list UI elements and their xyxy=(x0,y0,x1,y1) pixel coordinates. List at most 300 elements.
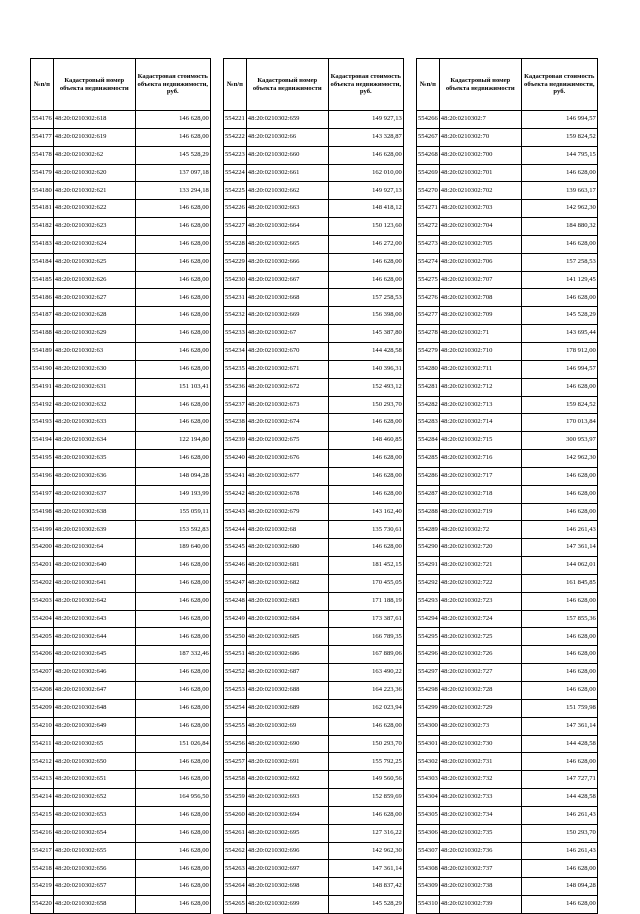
cadastral-value: 146 628,00 xyxy=(135,128,210,146)
cadastral-number: 48:20:0210302:697 xyxy=(246,860,328,878)
cadastral-value: 127 316,22 xyxy=(328,824,403,842)
cadastral-number: 48:20:0210302:677 xyxy=(246,467,328,485)
cadastral-number: 48:20:0210302:713 xyxy=(439,396,521,414)
cadastral-value: 150 293,70 xyxy=(521,824,597,842)
table-row xyxy=(417,574,598,592)
cadastral-value: 142 962,30 xyxy=(328,842,403,860)
table-row xyxy=(224,753,404,771)
cadastral-number: 48:20:0210302:657 xyxy=(53,878,135,896)
cadastral-number: 48:20:0210302:690 xyxy=(246,735,328,753)
cadastral-number: 48:20:0210302:679 xyxy=(246,503,328,521)
cadastral-number: 48:20:0210302:691 xyxy=(246,753,328,771)
table-row xyxy=(417,878,598,896)
row-number: 554196 xyxy=(31,467,54,485)
row-number: 554299 xyxy=(417,699,440,717)
row-number: 554240 xyxy=(224,450,247,468)
row-number: 554207 xyxy=(31,664,54,682)
row-number: 554282 xyxy=(417,396,440,414)
cadastral-number: 48:20:0210302:718 xyxy=(439,485,521,503)
row-number: 554193 xyxy=(31,414,54,432)
row-number: 554236 xyxy=(224,378,247,396)
cadastral-number: 48:20:0210302:627 xyxy=(53,289,135,307)
row-number: 554275 xyxy=(417,271,440,289)
table-row xyxy=(417,485,598,503)
table-row xyxy=(224,860,404,878)
table-row xyxy=(224,289,404,307)
cadastral-number: 48:20:0210302:618 xyxy=(53,111,135,129)
row-number: 554233 xyxy=(224,325,247,343)
cadastral-number: 48:20:0210302:689 xyxy=(246,699,328,717)
cadastral-value: 146 628,00 xyxy=(135,342,210,360)
cadastral-number: 48:20:0210302:716 xyxy=(439,450,521,468)
cadastral-number: 48:20:0210302:687 xyxy=(246,664,328,682)
table-row xyxy=(224,628,404,646)
cadastral-number: 48:20:0210302:632 xyxy=(53,396,135,414)
row-number: 554260 xyxy=(224,806,247,824)
row-number: 554211 xyxy=(31,735,54,753)
table-row xyxy=(417,128,598,146)
cadastral-value: 187 332,46 xyxy=(135,646,210,664)
table-row xyxy=(417,699,598,717)
row-number: 554228 xyxy=(224,235,247,253)
header-cadastral-number: Кадастровый номер объекта недвижимости xyxy=(246,59,328,111)
cadastral-value: 146 628,00 xyxy=(521,592,597,610)
cadastral-value: 146 628,00 xyxy=(135,610,210,628)
row-number: 554234 xyxy=(224,342,247,360)
row-number: 554243 xyxy=(224,503,247,521)
row-number: 554253 xyxy=(224,682,247,700)
table-row xyxy=(224,842,404,860)
cadastral-number: 48:20:0210302:723 xyxy=(439,592,521,610)
cadastral-value: 146 628,00 xyxy=(135,842,210,860)
cadastral-value: 146 261,43 xyxy=(521,521,597,539)
row-number: 554286 xyxy=(417,467,440,485)
cadastral-number: 48:20:0210302:667 xyxy=(246,271,328,289)
table-row xyxy=(31,307,211,325)
table-row xyxy=(224,235,404,253)
row-number: 554279 xyxy=(417,342,440,360)
row-number: 554261 xyxy=(224,824,247,842)
cadastral-value: 146 628,00 xyxy=(521,378,597,396)
cadastral-value: 142 962,30 xyxy=(521,200,597,218)
cadastral-number: 48:20:0210302:64 xyxy=(53,539,135,557)
row-number: 554268 xyxy=(417,146,440,164)
row-number: 554300 xyxy=(417,717,440,735)
cadastral-value: 150 123,60 xyxy=(328,218,403,236)
table-row xyxy=(224,485,404,503)
table-row xyxy=(224,146,404,164)
row-number: 554184 xyxy=(31,253,54,271)
cadastral-number: 48:20:0210302:692 xyxy=(246,771,328,789)
row-number: 554306 xyxy=(417,824,440,842)
cadastral-number: 48:20:0210302:656 xyxy=(53,860,135,878)
cadastral-number: 48:20:0210302:638 xyxy=(53,503,135,521)
cadastral-value: 146 628,00 xyxy=(521,467,597,485)
table-row xyxy=(224,307,404,325)
row-number: 554290 xyxy=(417,539,440,557)
table-row xyxy=(224,396,404,414)
cadastral-value: 146 628,00 xyxy=(135,111,210,129)
table-row xyxy=(224,503,404,521)
cadastral-value: 133 294,18 xyxy=(135,182,210,200)
cadastral-value: 149 927,13 xyxy=(328,182,403,200)
row-number: 554218 xyxy=(31,860,54,878)
cadastral-value: 151 026,84 xyxy=(135,735,210,753)
cadastral-value: 146 628,00 xyxy=(521,485,597,503)
cadastral-value: 146 628,00 xyxy=(135,289,210,307)
cadastral-number: 48:20:0210302:621 xyxy=(53,182,135,200)
cadastral-number: 48:20:0210302:625 xyxy=(53,253,135,271)
cadastral-value: 146 628,00 xyxy=(135,860,210,878)
table-row xyxy=(224,450,404,468)
cadastral-value: 146 628,00 xyxy=(328,271,403,289)
row-number: 554249 xyxy=(224,610,247,628)
row-number: 554287 xyxy=(417,485,440,503)
cadastral-number: 48:20:0210302:635 xyxy=(53,450,135,468)
table-row xyxy=(31,289,211,307)
row-number: 554280 xyxy=(417,360,440,378)
cadastral-value: 151 759,98 xyxy=(521,699,597,717)
cadastral-number: 48:20:0210302:658 xyxy=(53,896,135,914)
header-number: №п/п xyxy=(224,59,247,111)
cadastral-table-2 xyxy=(223,58,404,914)
cadastral-value: 146 628,00 xyxy=(135,557,210,575)
row-number: 554237 xyxy=(224,396,247,414)
row-number: 554221 xyxy=(224,111,247,129)
row-number: 554263 xyxy=(224,860,247,878)
header-row xyxy=(417,59,598,111)
table-row xyxy=(224,432,404,450)
row-number: 554252 xyxy=(224,664,247,682)
table-row xyxy=(224,699,404,717)
table-row xyxy=(31,878,211,896)
table-row xyxy=(31,664,211,682)
table-row xyxy=(31,824,211,842)
cadastral-value: 164 956,50 xyxy=(135,789,210,807)
table-row xyxy=(31,842,211,860)
cadastral-value: 143 162,40 xyxy=(328,503,403,521)
cadastral-number: 48:20:0210302:675 xyxy=(246,432,328,450)
table-row xyxy=(224,771,404,789)
cadastral-value: 161 845,85 xyxy=(521,574,597,592)
row-number: 554283 xyxy=(417,414,440,432)
cadastral-value: 146 628,00 xyxy=(135,878,210,896)
cadastral-value: 146 628,00 xyxy=(135,307,210,325)
row-number: 554235 xyxy=(224,360,247,378)
cadastral-number: 48:20:0210302:738 xyxy=(439,878,521,896)
cadastral-value: 148 460,85 xyxy=(328,432,403,450)
cadastral-number: 48:20:0210302:666 xyxy=(246,253,328,271)
cadastral-number: 48:20:0210302:685 xyxy=(246,628,328,646)
cadastral-number: 48:20:0210302:699 xyxy=(246,896,328,914)
cadastral-value: 145 528,29 xyxy=(521,307,597,325)
row-number: 554201 xyxy=(31,557,54,575)
table-row xyxy=(31,860,211,878)
row-number: 554217 xyxy=(31,842,54,860)
table-row xyxy=(31,682,211,700)
row-number: 554262 xyxy=(224,842,247,860)
cadastral-number: 48:20:0210302:619 xyxy=(53,128,135,146)
cadastral-number: 48:20:0210302:717 xyxy=(439,467,521,485)
row-number: 554251 xyxy=(224,646,247,664)
table-row xyxy=(31,450,211,468)
cadastral-number: 48:20:0210302:653 xyxy=(53,806,135,824)
cadastral-number: 48:20:0210302:654 xyxy=(53,824,135,842)
cadastral-value: 157 258,53 xyxy=(328,289,403,307)
row-number: 554292 xyxy=(417,574,440,592)
cadastral-number: 48:20:0210302:673 xyxy=(246,396,328,414)
cadastral-value: 300 953,97 xyxy=(521,432,597,450)
cadastral-number: 48:20:0210302:668 xyxy=(246,289,328,307)
table-row xyxy=(417,467,598,485)
row-number: 554265 xyxy=(224,896,247,914)
cadastral-number: 48:20:0210302:645 xyxy=(53,646,135,664)
cadastral-number: 48:20:0210302:730 xyxy=(439,735,521,753)
cadastral-table-1 xyxy=(30,58,211,914)
cadastral-value: 146 628,00 xyxy=(521,896,597,914)
row-number: 554208 xyxy=(31,682,54,700)
cadastral-value: 146 628,00 xyxy=(521,503,597,521)
row-number: 554310 xyxy=(417,896,440,914)
table-row xyxy=(417,307,598,325)
cadastral-number: 48:20:0210302:709 xyxy=(439,307,521,325)
row-number: 554179 xyxy=(31,164,54,182)
cadastral-value: 166 789,35 xyxy=(328,628,403,646)
row-number: 554203 xyxy=(31,592,54,610)
row-number: 554239 xyxy=(224,432,247,450)
cadastral-value: 145 387,80 xyxy=(328,325,403,343)
row-number: 554231 xyxy=(224,289,247,307)
cadastral-value: 146 628,00 xyxy=(135,592,210,610)
cadastral-value: 141 129,45 xyxy=(521,271,597,289)
cadastral-value: 149 560,56 xyxy=(328,771,403,789)
row-number: 554255 xyxy=(224,717,247,735)
table-row xyxy=(224,182,404,200)
row-number: 554285 xyxy=(417,450,440,468)
cadastral-number: 48:20:0210302:671 xyxy=(246,360,328,378)
cadastral-number: 48:20:0210302:705 xyxy=(439,235,521,253)
cadastral-number: 48:20:0210302:727 xyxy=(439,664,521,682)
cadastral-value: 170 013,84 xyxy=(521,414,597,432)
cadastral-value: 146 628,00 xyxy=(328,467,403,485)
table-row xyxy=(31,200,211,218)
cadastral-value: 146 628,00 xyxy=(135,717,210,735)
row-number: 554180 xyxy=(31,182,54,200)
cadastral-number: 48:20:0210302:631 xyxy=(53,378,135,396)
cadastral-value: 146 994,57 xyxy=(521,360,597,378)
cadastral-number: 48:20:0210302:720 xyxy=(439,539,521,557)
cadastral-number: 48:20:0210302:662 xyxy=(246,182,328,200)
row-number: 554194 xyxy=(31,432,54,450)
table-row xyxy=(31,360,211,378)
table-row xyxy=(417,235,598,253)
cadastral-value: 147 361,14 xyxy=(328,860,403,878)
row-number: 554226 xyxy=(224,200,247,218)
row-number: 554195 xyxy=(31,450,54,468)
cadastral-value: 146 628,00 xyxy=(135,753,210,771)
cadastral-value: 147 727,71 xyxy=(521,771,597,789)
table-row xyxy=(224,111,404,129)
row-number: 554213 xyxy=(31,771,54,789)
row-number: 554230 xyxy=(224,271,247,289)
table-row xyxy=(224,646,404,664)
cadastral-value: 140 396,31 xyxy=(328,360,403,378)
cadastral-number: 48:20:0210302:686 xyxy=(246,646,328,664)
cadastral-number: 48:20:0210302:702 xyxy=(439,182,521,200)
cadastral-number: 48:20:0210302:660 xyxy=(246,146,328,164)
cadastral-number: 48:20:0210302:734 xyxy=(439,806,521,824)
cadastral-number: 48:20:0210302:624 xyxy=(53,235,135,253)
row-number: 554294 xyxy=(417,610,440,628)
cadastral-value: 146 628,00 xyxy=(328,485,403,503)
header-row xyxy=(224,59,404,111)
row-number: 554276 xyxy=(417,289,440,307)
cadastral-number: 48:20:0210302:644 xyxy=(53,628,135,646)
cadastral-number: 48:20:0210302:629 xyxy=(53,325,135,343)
cadastral-value: 149 927,13 xyxy=(328,111,403,129)
cadastral-number: 48:20:0210302:703 xyxy=(439,200,521,218)
cadastral-value: 157 258,53 xyxy=(521,253,597,271)
cadastral-number: 48:20:0210302:684 xyxy=(246,610,328,628)
row-number: 554302 xyxy=(417,753,440,771)
cadastral-value: 167 889,06 xyxy=(328,646,403,664)
row-number: 554199 xyxy=(31,521,54,539)
cadastral-value: 146 628,00 xyxy=(328,717,403,735)
cadastral-number: 48:20:0210302:693 xyxy=(246,789,328,807)
table-row xyxy=(417,682,598,700)
cadastral-value: 146 628,00 xyxy=(135,771,210,789)
cadastral-value: 171 188,19 xyxy=(328,592,403,610)
cadastral-number: 48:20:0210302:67 xyxy=(246,325,328,343)
table-row xyxy=(417,610,598,628)
table-row xyxy=(417,289,598,307)
row-number: 554256 xyxy=(224,735,247,753)
cadastral-number: 48:20:0210302:62 xyxy=(53,146,135,164)
table-row xyxy=(224,682,404,700)
cadastral-value: 146 628,00 xyxy=(135,325,210,343)
cadastral-value: 159 824,52 xyxy=(521,128,597,146)
row-number: 554267 xyxy=(417,128,440,146)
cadastral-value: 146 628,00 xyxy=(521,664,597,682)
table-row xyxy=(224,610,404,628)
cadastral-value: 146 261,43 xyxy=(521,842,597,860)
cadastral-value: 143 695,44 xyxy=(521,325,597,343)
table-row xyxy=(417,325,598,343)
cadastral-value: 146 628,00 xyxy=(521,682,597,700)
cadastral-number: 48:20:0210302:7 xyxy=(439,111,521,129)
table-row xyxy=(31,789,211,807)
row-number: 554197 xyxy=(31,485,54,503)
row-number: 554229 xyxy=(224,253,247,271)
row-number: 554202 xyxy=(31,574,54,592)
cadastral-number: 48:20:0210302:640 xyxy=(53,557,135,575)
cadastral-value: 152 859,69 xyxy=(328,789,403,807)
cadastral-value: 146 272,00 xyxy=(328,235,403,253)
cadastral-number: 48:20:0210302:665 xyxy=(246,235,328,253)
header-number: №п/п xyxy=(417,59,440,111)
row-number: 554225 xyxy=(224,182,247,200)
cadastral-value: 147 361,14 xyxy=(521,717,597,735)
cadastral-number: 48:20:0210302:65 xyxy=(53,735,135,753)
cadastral-number: 48:20:0210302:711 xyxy=(439,360,521,378)
cadastral-number: 48:20:0210302:728 xyxy=(439,682,521,700)
cadastral-number: 48:20:0210302:649 xyxy=(53,717,135,735)
cadastral-number: 48:20:0210302:628 xyxy=(53,307,135,325)
table-row xyxy=(31,396,211,414)
cadastral-number: 48:20:0210302:663 xyxy=(246,200,328,218)
header-cadastral-number: Кадастровый номер объекта недвижимости xyxy=(53,59,135,111)
cadastral-value: 149 193,99 xyxy=(135,485,210,503)
cadastral-value: 144 428,58 xyxy=(521,735,597,753)
row-number: 554250 xyxy=(224,628,247,646)
cadastral-value: 122 194,80 xyxy=(135,432,210,450)
table-row xyxy=(224,521,404,539)
table-row xyxy=(224,325,404,343)
cadastral-number: 48:20:0210302:714 xyxy=(439,414,521,432)
cadastral-number: 48:20:0210302:637 xyxy=(53,485,135,503)
cadastral-number: 48:20:0210302:68 xyxy=(246,521,328,539)
row-number: 554289 xyxy=(417,521,440,539)
cadastral-number: 48:20:0210302:661 xyxy=(246,164,328,182)
table-row xyxy=(224,360,404,378)
row-number: 554216 xyxy=(31,824,54,842)
cadastral-value: 173 387,61 xyxy=(328,610,403,628)
table-row xyxy=(224,253,404,271)
table-row xyxy=(224,200,404,218)
row-number: 554198 xyxy=(31,503,54,521)
row-number: 554246 xyxy=(224,557,247,575)
row-number: 554190 xyxy=(31,360,54,378)
cadastral-number: 48:20:0210302:737 xyxy=(439,860,521,878)
table-row xyxy=(417,806,598,824)
table-row xyxy=(31,806,211,824)
row-number: 554248 xyxy=(224,592,247,610)
row-number: 554273 xyxy=(417,235,440,253)
cadastral-value: 159 824,52 xyxy=(521,396,597,414)
table-row xyxy=(31,378,211,396)
cadastral-value: 144 428,58 xyxy=(328,342,403,360)
row-number: 554210 xyxy=(31,717,54,735)
table-row xyxy=(31,753,211,771)
row-number: 554281 xyxy=(417,378,440,396)
row-number: 554277 xyxy=(417,307,440,325)
table-row xyxy=(224,378,404,396)
row-number: 554297 xyxy=(417,664,440,682)
cadastral-value: 164 223,36 xyxy=(328,682,403,700)
cadastral-table-3 xyxy=(416,58,598,914)
cadastral-value: 146 628,00 xyxy=(135,806,210,824)
table-row xyxy=(224,467,404,485)
cadastral-number: 48:20:0210302:647 xyxy=(53,682,135,700)
row-number: 554183 xyxy=(31,235,54,253)
row-number: 554301 xyxy=(417,735,440,753)
cadastral-number: 48:20:0210302:651 xyxy=(53,771,135,789)
cadastral-number: 48:20:0210302:736 xyxy=(439,842,521,860)
cadastral-number: 48:20:0210302:674 xyxy=(246,414,328,432)
table-row xyxy=(224,164,404,182)
cadastral-number: 48:20:0210302:639 xyxy=(53,521,135,539)
row-number: 554278 xyxy=(417,325,440,343)
table-row xyxy=(31,521,211,539)
cadastral-number: 48:20:0210302:626 xyxy=(53,271,135,289)
table-row xyxy=(417,664,598,682)
cadastral-number: 48:20:0210302:643 xyxy=(53,610,135,628)
table-row xyxy=(224,414,404,432)
cadastral-value: 146 628,00 xyxy=(328,146,403,164)
row-number: 554222 xyxy=(224,128,247,146)
row-number: 554181 xyxy=(31,200,54,218)
cadastral-number: 48:20:0210302:733 xyxy=(439,789,521,807)
